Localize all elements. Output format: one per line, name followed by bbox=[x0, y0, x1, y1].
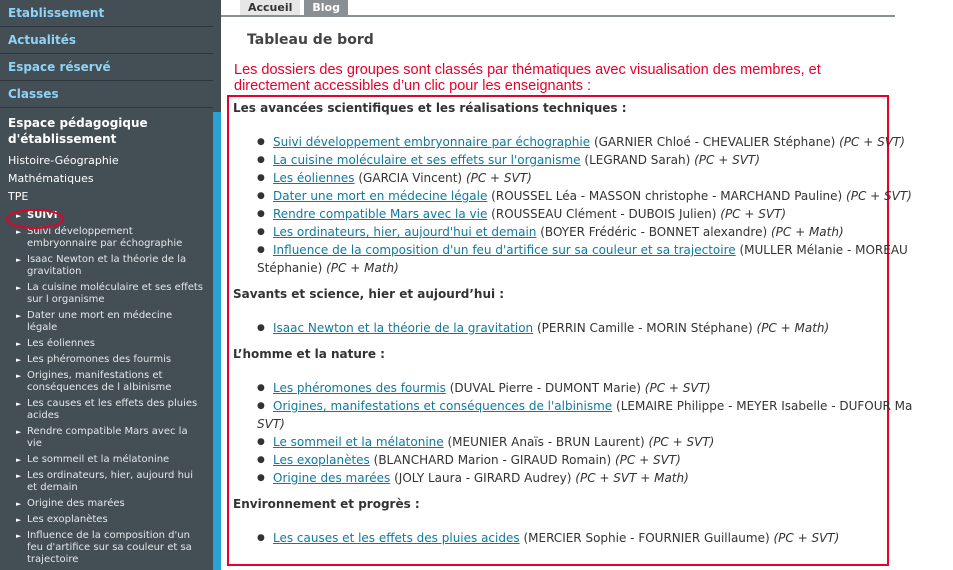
bullet-icon: ● bbox=[257, 209, 265, 219]
group-title: Environnement et progrès : bbox=[233, 497, 420, 511]
tab-accueil[interactable]: Accueil bbox=[240, 0, 300, 15]
group-section bbox=[233, 101, 953, 277]
triangle-bullet-icon: ► bbox=[16, 372, 22, 380]
group-list bbox=[257, 379, 953, 487]
sidebar-subitem-label: Les causes et les effets des pluies acides bbox=[27, 398, 198, 421]
group-list bbox=[257, 319, 953, 337]
group-subjects: (PC + SVT) bbox=[694, 153, 760, 167]
list-item bbox=[257, 241, 953, 277]
sidebar-subitem[interactable] bbox=[16, 226, 213, 250]
group-members: (PERRIN Camille - MORIN Stéphane) bbox=[536, 321, 753, 335]
sidebar-subitem-label: SUIVI bbox=[27, 210, 58, 221]
list-item bbox=[257, 187, 953, 205]
group-members: (BLANCHARD Marion - GIRAUD Romain) bbox=[373, 453, 612, 467]
group-members-continued bbox=[257, 259, 953, 277]
triangle-bullet-icon: ► bbox=[16, 228, 22, 236]
group-members: (DUVAL Pierre - DUMONT Marie) bbox=[449, 381, 641, 395]
bullet-icon: ● bbox=[257, 173, 265, 183]
group-members: (JOLY Laura - GIRARD Audrey) bbox=[394, 471, 572, 485]
group-subjects: (PC + SVT) bbox=[720, 207, 787, 221]
group-link[interactable]: Les éoliennes bbox=[273, 171, 355, 185]
sidebar-subitem[interactable] bbox=[16, 498, 213, 510]
sidebar-subitem[interactable] bbox=[16, 310, 213, 334]
group-subjects: (PC + SVT + Math) bbox=[575, 471, 689, 485]
members-continuation: SVT) bbox=[257, 417, 285, 431]
main-content bbox=[221, 0, 913, 570]
bullet-icon: ● bbox=[257, 323, 265, 333]
triangle-bullet-icon: ► bbox=[16, 500, 22, 508]
sidebar-subitem-label: La cuisine moléculaire et ses effets sur l organisme bbox=[27, 282, 204, 305]
nav-etablissement[interactable]: Etablissement bbox=[0, 0, 213, 27]
sidebar-item-mathematiques[interactable]: Mathématiques bbox=[8, 172, 94, 185]
group-members: (GARNIER Chloé - CHEVALIER Stéphane) bbox=[593, 135, 836, 149]
nav-espace-reserve[interactable]: Espace réservé bbox=[0, 54, 213, 81]
bullet-icon: ● bbox=[257, 401, 265, 411]
group-link[interactable]: Rendre compatible Mars avec la vie bbox=[273, 207, 488, 221]
group-members: (MEUNIER Anaïs - BRUN Laurent) bbox=[447, 435, 645, 449]
group-link[interactable]: Les causes et les effets des pluies acides bbox=[273, 531, 520, 545]
group-link[interactable]: Influence de la composition d'un feu d'artifice sur sa couleur et sa trajectoire bbox=[273, 243, 736, 257]
group-subjects: (PC + SVT) bbox=[839, 135, 905, 149]
list-item bbox=[257, 133, 953, 151]
list-item bbox=[257, 151, 953, 169]
list-item bbox=[257, 529, 953, 547]
sidebar-subitem-label: Les éoliennes bbox=[27, 338, 95, 349]
group-members: (GARCIA Vincent) bbox=[358, 171, 463, 185]
section-title-line1: Espace pédagogique bbox=[8, 116, 148, 130]
sidebar-subitem[interactable] bbox=[16, 282, 213, 306]
list-item bbox=[257, 379, 953, 397]
notice-text: Les dossiers des groupes sont classés par thématiques avec visualisation des membres, et directement accessibles d’un clic pour les enseignants : bbox=[234, 62, 821, 94]
triangle-bullet-icon: ► bbox=[16, 284, 22, 292]
group-members: (MULLER Mélanie - MOREAU bbox=[739, 243, 908, 257]
sidebar-subitem[interactable] bbox=[16, 398, 213, 422]
group-title: Savants et science, hier et aujourd’hui : bbox=[233, 287, 505, 301]
group-section bbox=[233, 287, 953, 337]
sidebar-subitem-label: Rendre compatible Mars avec la vie bbox=[27, 426, 188, 449]
sidebar-subitem-label: Les exoplanètes bbox=[27, 514, 108, 525]
groups-box bbox=[227, 95, 913, 566]
bullet-icon: ● bbox=[257, 383, 265, 393]
bullet-icon: ● bbox=[257, 191, 265, 201]
bullet-icon: ● bbox=[257, 455, 265, 465]
group-title: L’homme et la nature : bbox=[233, 347, 385, 361]
bullet-icon: ● bbox=[257, 227, 265, 237]
group-subjects: (PC + SVT) bbox=[846, 189, 912, 203]
group-list bbox=[257, 529, 953, 547]
bullet-icon: ● bbox=[257, 245, 265, 255]
sidebar-subitem[interactable] bbox=[16, 338, 213, 350]
triangle-bullet-icon: ► bbox=[16, 212, 22, 220]
sidebar-subitem-label: Isaac Newton et la théorie de la gravitation bbox=[27, 254, 187, 277]
sidebar-subitem-label: Les ordinateurs, hier, aujourd hui et demain bbox=[27, 470, 194, 493]
triangle-bullet-icon: ► bbox=[16, 356, 22, 364]
triangle-bullet-icon: ► bbox=[16, 312, 22, 320]
groups-content bbox=[233, 101, 953, 557]
list-item bbox=[257, 433, 953, 451]
group-members: (ROUSSEAU Clément - DUBOIS Julien) bbox=[491, 207, 717, 221]
bullet-icon: ● bbox=[257, 533, 265, 543]
triangle-bullet-icon: ► bbox=[16, 532, 22, 540]
bullet-icon: ● bbox=[257, 137, 265, 147]
sidebar-subitem[interactable] bbox=[16, 470, 213, 494]
suivi-highlight-ellipse bbox=[6, 209, 64, 229]
sidebar-subitem-label: Origines, manifestations et conséquences de l albinisme bbox=[27, 370, 172, 393]
group-list bbox=[257, 133, 953, 277]
triangle-bullet-icon: ► bbox=[16, 472, 22, 480]
group-subjects: (PC + Math) bbox=[770, 225, 844, 239]
group-section bbox=[233, 497, 953, 547]
sidebar-section-title bbox=[0, 108, 213, 152]
sidebar-subitem-label: Le sommeil et la mélatonine bbox=[27, 454, 170, 465]
sidebar-subitem[interactable] bbox=[16, 426, 213, 450]
triangle-bullet-icon: ► bbox=[16, 256, 22, 264]
tpe-sub-list bbox=[0, 210, 213, 566]
list-item bbox=[257, 319, 953, 337]
sidebar bbox=[0, 0, 221, 570]
sidebar-item-tpe[interactable]: TPE bbox=[8, 190, 29, 203]
sidebar-subitem[interactable] bbox=[16, 254, 213, 278]
sidebar-subitem[interactable] bbox=[16, 454, 213, 466]
triangle-bullet-icon: ► bbox=[16, 340, 22, 348]
group-link[interactable]: Dater une mort en médecine légale bbox=[273, 189, 488, 203]
sidebar-subitem-label: Dater une mort en médecine légale bbox=[27, 310, 173, 333]
sidebar-subitem[interactable] bbox=[16, 514, 213, 526]
group-subjects: (PC + SVT) bbox=[614, 453, 681, 467]
group-link[interactable]: Origines, manifestations et conséquences de l'albinisme bbox=[273, 399, 613, 413]
sidebar-item-histoire-geo[interactable]: Histoire-Géographie bbox=[8, 154, 119, 167]
nav-classes[interactable]: Classes bbox=[0, 81, 213, 108]
group-link[interactable]: Le sommeil et la mélatonine bbox=[273, 435, 444, 449]
sidebar-subitem-label: Influence de la composition d'un feu d'artifice sur sa couleur et sa trajectoire bbox=[27, 530, 192, 565]
group-members: (LEMAIRE Philippe - MEYER Isabelle - DUFOUR Ma bbox=[616, 399, 913, 413]
list-item bbox=[257, 205, 953, 223]
sidebar-subitem[interactable] bbox=[16, 354, 213, 366]
list-item bbox=[257, 397, 953, 433]
group-members: (BOYER Frédéric - BONNET alexandre) bbox=[540, 225, 768, 239]
bullet-icon: ● bbox=[257, 473, 265, 483]
triangle-bullet-icon: ► bbox=[16, 400, 22, 408]
bullet-icon: ● bbox=[257, 437, 265, 447]
group-subjects: (PC + SVT) bbox=[773, 531, 840, 545]
members-continuation: Stéphanie) bbox=[257, 261, 323, 275]
triangle-bullet-icon: ► bbox=[16, 428, 22, 436]
group-link[interactable]: Suivi développement embryonnaire par échographie bbox=[273, 135, 591, 149]
nav-actualites[interactable]: Actualités bbox=[0, 27, 213, 54]
sidebar-subitem-label: Origine des marées bbox=[27, 498, 125, 509]
tab-blog[interactable]: Blog bbox=[304, 0, 348, 15]
group-subjects: (PC + Math) bbox=[326, 261, 399, 275]
group-link[interactable]: Les ordinateurs, hier, aujourd'hui et demain bbox=[273, 225, 537, 239]
section-title-line2: d'établissement bbox=[8, 132, 117, 146]
tab-underline bbox=[221, 15, 895, 17]
group-subjects: (PC + SVT) bbox=[465, 171, 532, 185]
group-title: Les avancées scientifiques et les réalisations techniques : bbox=[233, 101, 627, 115]
bullet-icon: ● bbox=[257, 155, 265, 165]
list-item bbox=[257, 169, 953, 187]
sidebar-subitem-label: Les phéromones des fourmis bbox=[27, 354, 172, 365]
group-link[interactable]: Les exoplanètes bbox=[273, 453, 370, 467]
triangle-bullet-icon: ► bbox=[16, 456, 22, 464]
group-link[interactable]: Isaac Newton et la théorie de la gravitation bbox=[273, 321, 534, 335]
group-members-continued bbox=[257, 415, 953, 433]
triangle-bullet-icon: ► bbox=[16, 516, 22, 524]
sidebar-subitem-label: Suivi développement embryonnaire par échographie bbox=[27, 226, 183, 249]
sidebar-subitem[interactable] bbox=[16, 530, 213, 566]
group-subjects: (PC + SVT) bbox=[648, 435, 715, 449]
group-members: (LEGRAND Sarah) bbox=[584, 153, 691, 167]
group-subjects: (PC + Math) bbox=[756, 321, 830, 335]
group-members: (MERCIER Sophie - FOURNIER Guillaume) bbox=[523, 531, 770, 545]
sidebar-subitem[interactable] bbox=[16, 370, 213, 394]
tab-bar bbox=[240, 0, 352, 15]
list-item bbox=[257, 223, 953, 241]
page-title: Tableau de bord bbox=[247, 32, 374, 48]
group-link[interactable]: Les phéromones des fourmis bbox=[273, 381, 446, 395]
group-members: (ROUSSEL Léa - MASSON christophe - MARCHAND Pauline) bbox=[491, 189, 843, 203]
list-item bbox=[257, 451, 953, 469]
group-link[interactable]: La cuisine moléculaire et ses effets sur l'organisme bbox=[273, 153, 581, 167]
list-item bbox=[257, 469, 953, 487]
group-section bbox=[233, 347, 953, 487]
group-link[interactable]: Origine des marées bbox=[273, 471, 391, 485]
group-subjects: (PC + SVT) bbox=[644, 381, 711, 395]
sidebar-scrollbar[interactable] bbox=[213, 112, 221, 570]
